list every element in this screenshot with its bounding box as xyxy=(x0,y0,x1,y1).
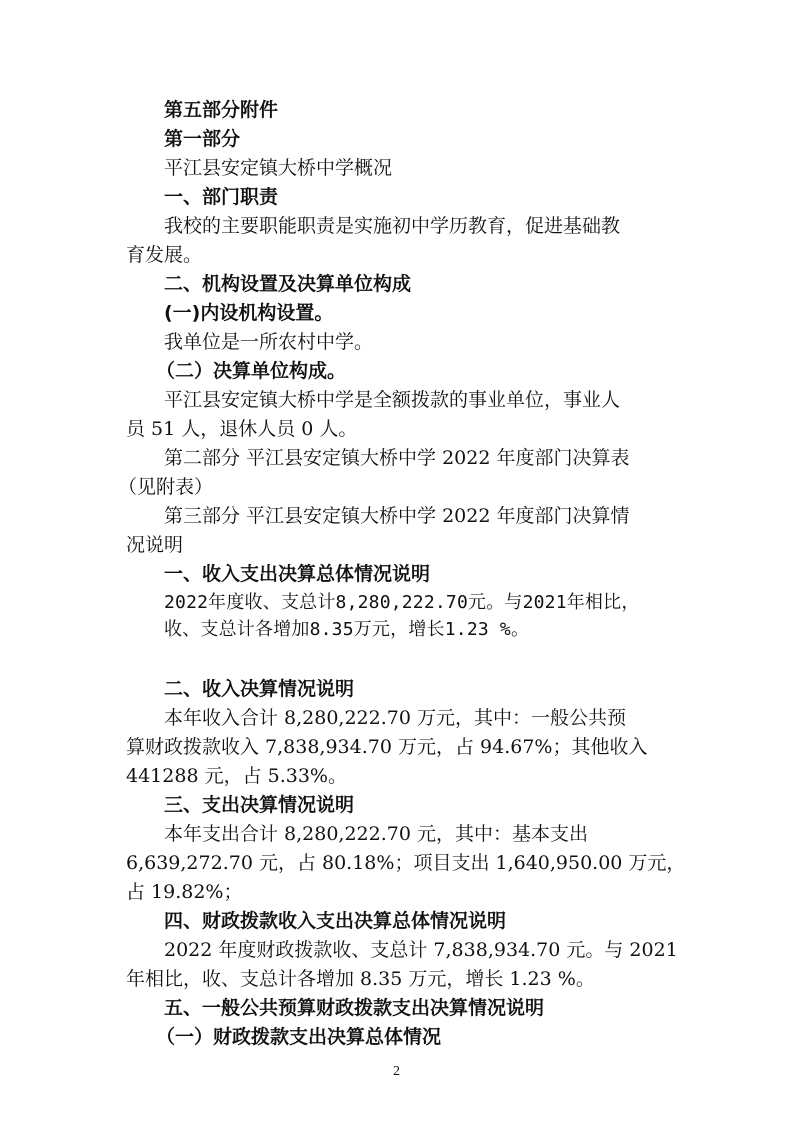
paragraph-line: 占 19.82%； xyxy=(126,881,243,903)
paragraph-line: 年相比，收、支总计各增加 8.35 万元，增长 1.23 %。 xyxy=(126,968,595,990)
paragraph-line: 441288 元，占 5.33%。 xyxy=(126,765,347,787)
paragraph-line: 我单位是一所农村中学。 xyxy=(164,331,374,353)
paragraph-line: 算财政拨款收入 7,838,934.70 万元，占 94.67%；其他收入 xyxy=(126,736,648,758)
paragraph-line: 收、支总计各增加8.35万元，增长1.23 %。 xyxy=(164,619,530,640)
section-expense: 三、支出决算情况说明 xyxy=(164,794,355,816)
paragraph-line: 6,639,272.70 元，占 80.18%；项目支出 1,640,950.00 万元， xyxy=(126,852,686,874)
section-fiscal-allocation: 四、财政拨款收入支出决算总体情况说明 xyxy=(164,910,507,932)
paragraph-line: 平江县安定镇大桥中学是全额拨款的事业单位，事业人 xyxy=(164,389,621,411)
page-number: 2 xyxy=(393,1064,400,1079)
paragraph-line: 2022年度收、支总计8,280,222.70元。与2021年相比， xyxy=(164,592,640,613)
section-income: 二、收入决算情况说明 xyxy=(164,678,355,700)
paragraph-line: 本年收入合计 8,280,222.70 万元，其中：一般公共预 xyxy=(164,707,626,729)
section-org-structure: 二、机构设置及决算单位构成 xyxy=(164,273,412,295)
overview-title: 平江县安定镇大桥中学概况 xyxy=(164,157,393,179)
paragraph-line: 2022 年度财政拨款收、支总计 7,838,934.70 元。与 2021 xyxy=(164,939,678,961)
part-one-heading: 第一部分 xyxy=(164,128,241,150)
subsection-fiscal-expense-overall: （一）财政拨款支出决算总体情况 xyxy=(156,1026,442,1048)
paragraph-line: （见附表） xyxy=(118,476,214,498)
part-two-line: 第二部分 平江县安定镇大桥中学 2022 年度部门决算表 xyxy=(164,447,630,469)
subsection-internal-org: (一)内设机构设置。 xyxy=(164,302,334,324)
paragraph-line: 我校的主要职能职责是实施初中学历教育，促进基础教 xyxy=(164,215,621,237)
part-three-line: 第三部分 平江县安定镇大桥中学 2022 年度部门决算情 xyxy=(164,505,630,527)
paragraph-line: 本年支出合计 8,280,222.70 元，其中：基本支出 xyxy=(164,823,588,845)
section-general-public-budget: 五、一般公共预算财政拨款支出决算情况说明 xyxy=(164,997,545,1019)
section-income-expense-overall: 一、收入支出决算总体情况说明 xyxy=(164,563,431,585)
part-five-heading: 第五部分附件 xyxy=(164,99,279,121)
section-dept-duties: 一、部门职责 xyxy=(164,186,279,208)
paragraph-line: 育发展。 xyxy=(126,244,203,266)
subsection-unit-composition: （二）决算单位构成。 xyxy=(156,360,347,382)
paragraph-line: 况说明 xyxy=(126,534,184,556)
paragraph-line: 员 51 人，退休人员 0 人。 xyxy=(126,418,358,440)
